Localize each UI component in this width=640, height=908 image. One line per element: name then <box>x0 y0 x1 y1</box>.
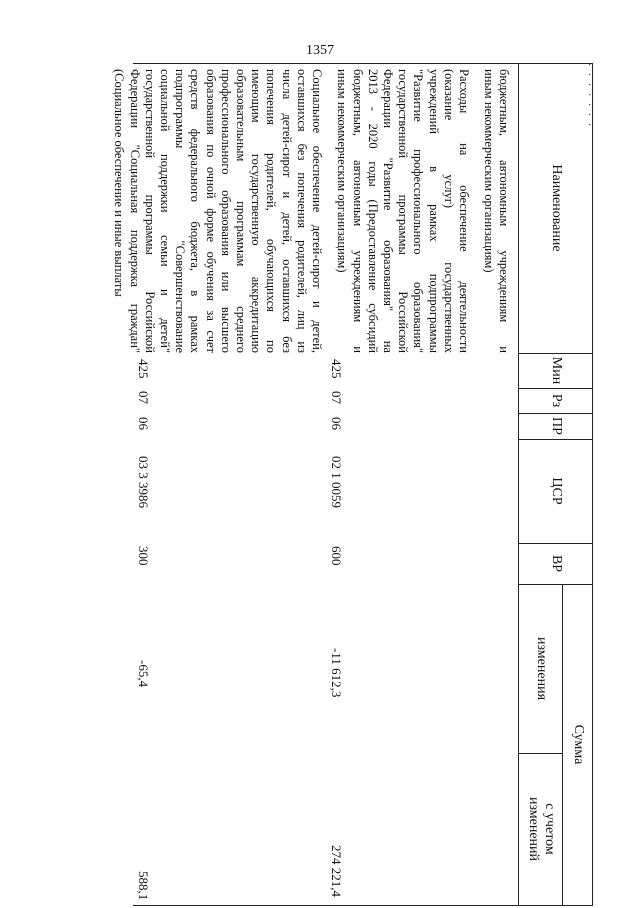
row-3-change: -65,4 <box>136 660 151 688</box>
text-line: Федерации "Развитие образования" на <box>380 69 395 353</box>
text-line: профессионального образования или высшего <box>218 69 233 353</box>
header-changes: изменения <box>534 636 549 701</box>
row-3-csr: 03 3 3986 <box>136 456 151 508</box>
row-3-min: 425 <box>136 359 151 379</box>
row-2-min: 425 <box>329 359 344 379</box>
header-vr: ВР <box>549 554 564 573</box>
text-line: бюджетным, автономным учреждениям и <box>497 69 511 353</box>
header-rz: Рз <box>549 393 564 408</box>
text-line: иным некоммерческим организациям) <box>335 69 350 273</box>
row-2-total: 274 221,4 <box>329 845 344 897</box>
text-line: бюджетным, автономным учреждениям и <box>350 69 365 353</box>
text-line: образовательным программам среднего <box>233 69 248 353</box>
row-3-total: 588,1 <box>136 871 151 901</box>
row-3-pr: 06 <box>136 417 151 430</box>
text-line: попечения родителей, обучающихся по <box>264 69 279 353</box>
header-min: Мин <box>549 356 564 385</box>
text-line: имеющим государственную аккредитацию <box>249 69 264 353</box>
row-2-change: -11 612,3 <box>329 648 344 698</box>
header-with-changes: с учетом изменений <box>526 796 557 862</box>
text-line: социальной поддержки семьи и детей" <box>157 69 172 353</box>
row-3-rz: 07 <box>136 391 151 404</box>
row-2-csr: 02 1 0059 <box>329 456 344 508</box>
row-3-name <box>111 69 324 353</box>
text-line: образования по очной форме обучения за счет <box>203 69 218 353</box>
header-csr: ЦСР <box>549 477 564 505</box>
text-line: государственной программы Российской <box>142 69 157 353</box>
header-summa: Сумма <box>571 724 586 765</box>
text-line: Расходы на обеспечение деятельности <box>457 69 471 353</box>
row-2-vr: 600 <box>329 546 344 566</box>
text-line: (оказание услуг) государственных <box>441 69 456 353</box>
row-2-pr: 06 <box>329 417 344 430</box>
table-border-right <box>133 905 593 906</box>
header-pr: ПР <box>549 417 564 435</box>
page-number: 1357 <box>306 43 334 58</box>
text-line: учреждений в рамках подпрограммы <box>426 69 441 353</box>
text-line: иным некоммерческим организациям) <box>481 69 496 273</box>
text-line: 2013 - 2020 годы (Предоставление субсидий <box>365 69 380 353</box>
torn-edge: . . . . . . . <box>586 63 600 128</box>
header-name: Наименование <box>549 164 564 252</box>
text-line: подпрограммы "Совершенствование <box>173 69 188 353</box>
row-3-vr: 300 <box>136 546 151 566</box>
text-line: (Социальное обеспечение и иные выплаты <box>112 69 127 297</box>
text-line: Федерации "Социальная поддержка граждан" <box>127 69 142 353</box>
text-line: числа детей-сирот и детей, оставшихся без <box>279 69 294 353</box>
text-line: оставшихся без попечения родителей, лиц из <box>294 69 309 353</box>
text-line: Социальное обеспечение детей-сирот и детей, <box>310 69 324 353</box>
row-2-rz: 07 <box>329 391 344 404</box>
budget-table <box>112 63 600 908</box>
row-1-name <box>481 69 511 353</box>
text-line: "Развитие профессионального образования" <box>411 69 426 353</box>
text-line: государственной программы Российской <box>396 69 411 353</box>
row-2-name <box>334 69 471 353</box>
text-line: средств федерального бюджета, в рамках <box>188 69 203 353</box>
